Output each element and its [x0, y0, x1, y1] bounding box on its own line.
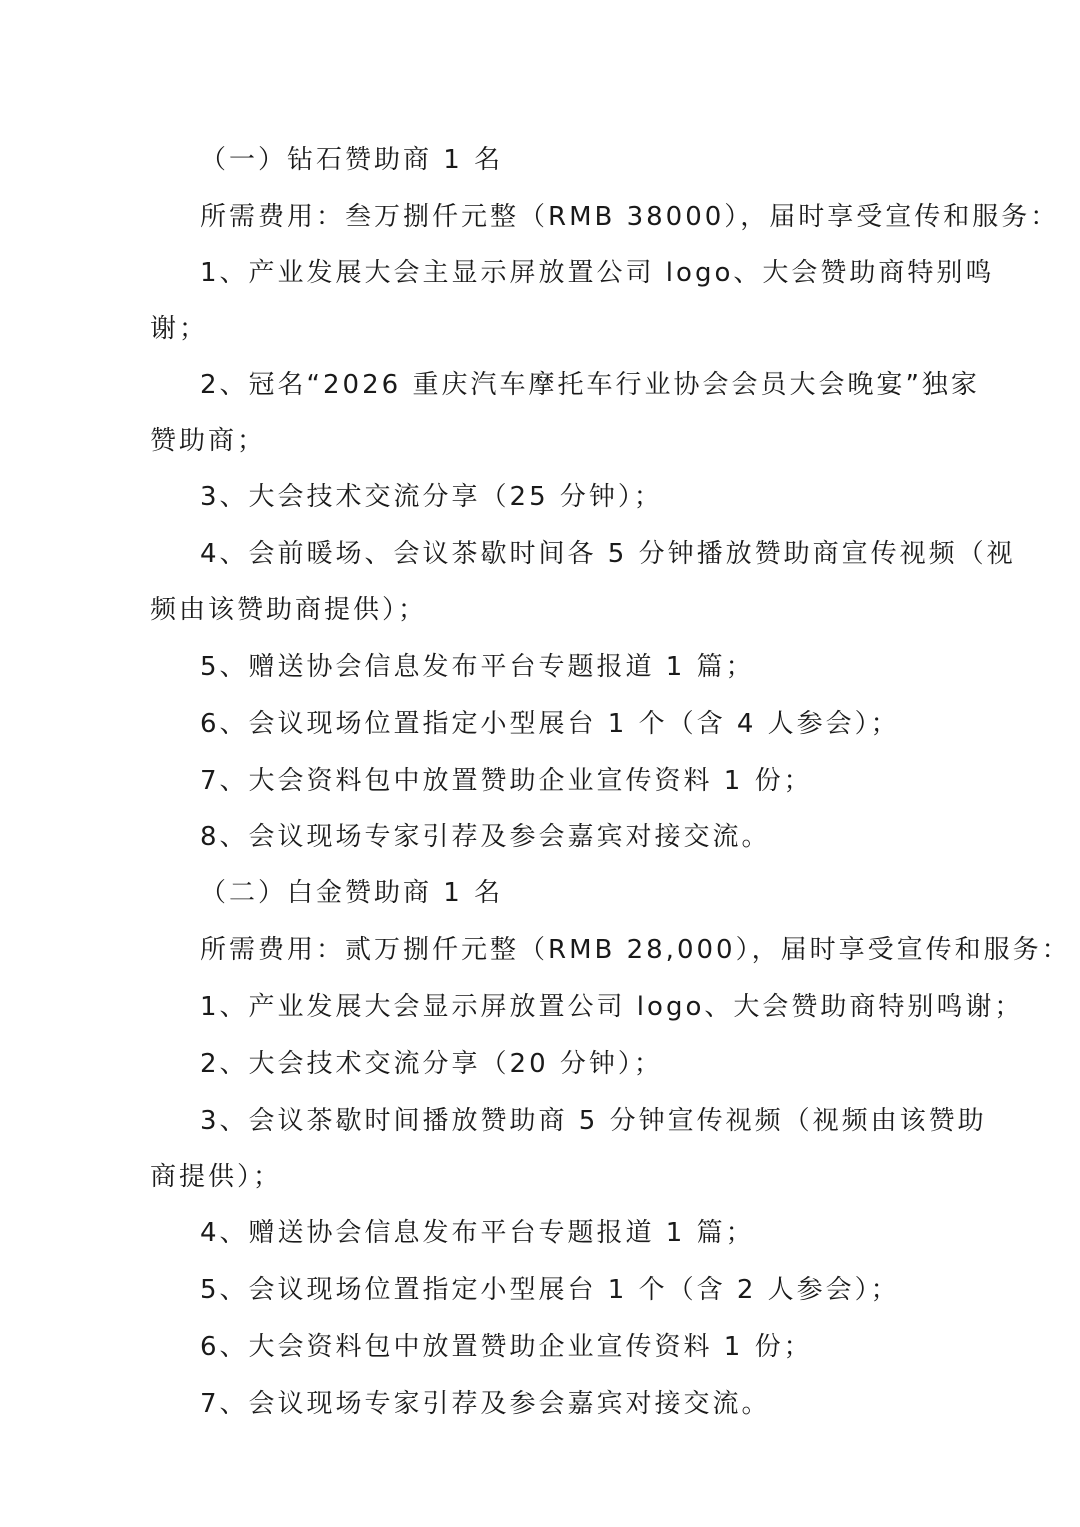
list-item: 3、会议茶歇时间播放赞助商 5 分钟宣传视频（视频由该赞助 — [200, 1106, 987, 1136]
list-item: 7、大会资料包中放置赞助企业宣传资料 1 份； — [200, 766, 813, 796]
list-item: 1、产业发展大会显示屏放置公司 logo、大会赞助商特别鸣谢； — [200, 992, 1024, 1022]
list-item-continuation: 商提供）； — [150, 1162, 283, 1192]
list-item: 5、赠送协会信息发布平台专题报道 1 篇； — [200, 652, 755, 682]
list-item: 5、会议现场位置指定小型展台 1 个（含 2 人参会）； — [200, 1275, 900, 1305]
list-item: 4、赠送协会信息发布平台专题报道 1 篇； — [200, 1218, 755, 1248]
list-item: 8、会议现场专家引荐及参会嘉宾对接交流。 — [200, 822, 771, 852]
list-item: 7、会议现场专家引荐及参会嘉宾对接交流。 — [200, 1389, 771, 1419]
section-heading-platinum: （二）白金赞助商 1 名 — [200, 878, 504, 908]
section-heading-diamond: （一）钻石赞助商 1 名 — [200, 145, 504, 175]
list-item: 2、大会技术交流分享（20 分钟）； — [200, 1049, 663, 1079]
list-item: 3、大会技术交流分享（25 分钟）； — [200, 482, 663, 512]
list-item-continuation: 谢； — [150, 314, 209, 344]
list-item: 4、会前暖场、会议茶歇时间各 5 分钟播放赞助商宣传视频（视 — [200, 539, 1016, 569]
fee-line-platinum: 所需费用：贰万捌仟元整（RMB 28,000），届时享受宣传和服务： — [200, 935, 1071, 965]
list-item: 2、冠名“2026 重庆汽车摩托车行业协会会员大会晚宴”独家 — [200, 370, 980, 400]
list-item: 6、会议现场位置指定小型展台 1 个（含 4 人参会）； — [200, 709, 900, 739]
list-item-continuation: 赞助商； — [150, 426, 267, 456]
fee-line-diamond: 所需费用：叁万捌仟元整（RMB 38000），届时享受宣传和服务： — [200, 202, 1060, 232]
list-item: 6、大会资料包中放置赞助企业宣传资料 1 份； — [200, 1332, 813, 1362]
list-item: 1、产业发展大会主显示屏放置公司 logo、大会赞助商特别鸣 — [200, 258, 995, 288]
list-item-continuation: 频由该赞助商提供）； — [150, 595, 428, 625]
